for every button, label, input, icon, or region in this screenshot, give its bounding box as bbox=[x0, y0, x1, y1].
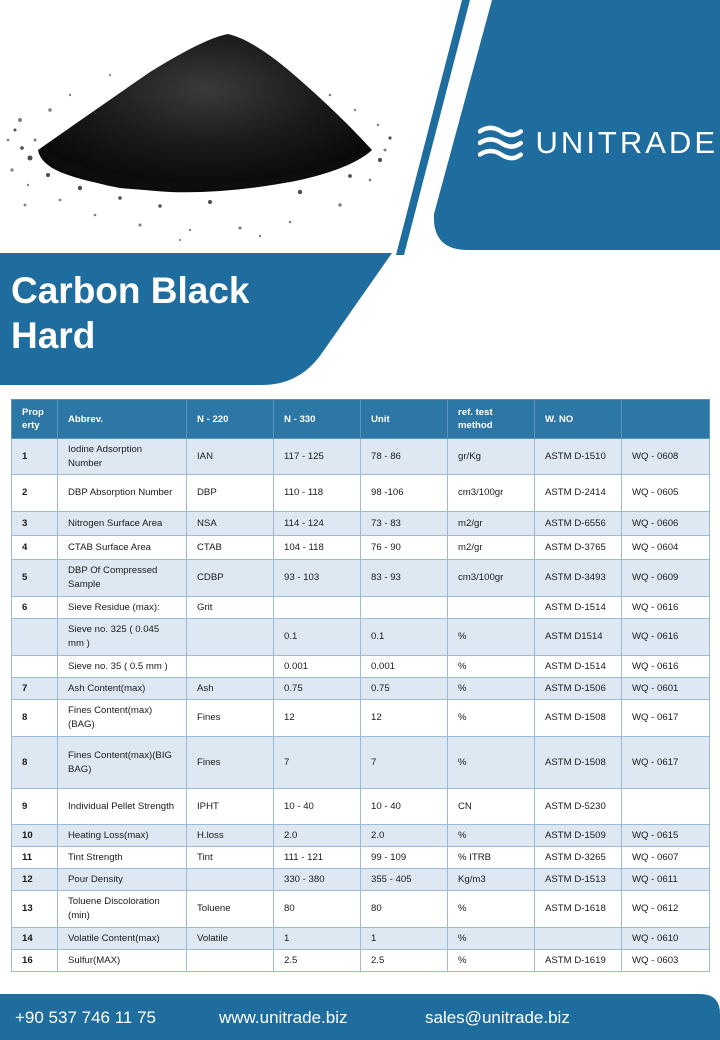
table-cell: 98 -106 bbox=[361, 475, 448, 512]
table-cell: 93 - 103 bbox=[274, 560, 361, 597]
table-cell: 12 bbox=[274, 700, 361, 737]
table-cell: % bbox=[448, 825, 535, 847]
table-cell: ASTM D-5230 bbox=[535, 789, 622, 825]
table-cell: WQ - 0609 bbox=[622, 560, 710, 597]
table-cell: Sulfur(MAX) bbox=[58, 950, 187, 972]
table-cell: ASTM D-1509 bbox=[535, 825, 622, 847]
table-cell: % bbox=[448, 891, 535, 928]
table-cell: IAN bbox=[187, 439, 274, 475]
table-row bbox=[12, 950, 710, 972]
table-cell: ASTM D-2414 bbox=[535, 475, 622, 512]
table-cell: WQ - 0605 bbox=[622, 475, 710, 512]
table-cell: WQ - 0616 bbox=[622, 597, 710, 619]
table-row bbox=[12, 560, 710, 597]
table-cell: % bbox=[448, 950, 535, 972]
table-cell: Toluene bbox=[187, 891, 274, 928]
table-cell: 80 bbox=[274, 891, 361, 928]
table-cell: 1 bbox=[274, 928, 361, 950]
table-cell: % bbox=[448, 700, 535, 737]
table-cell: WQ - 0604 bbox=[622, 536, 710, 560]
table-cell: ASTM D-1618 bbox=[535, 891, 622, 928]
table-cell: ASTM D-1513 bbox=[535, 869, 622, 891]
table-cell: WQ - 0615 bbox=[622, 825, 710, 847]
column-header: Unit bbox=[361, 400, 448, 439]
table-cell: 9 bbox=[12, 789, 58, 825]
table-cell: Tint Strength bbox=[58, 847, 187, 869]
table-cell: 7 bbox=[12, 678, 58, 700]
table-cell: Fines bbox=[187, 737, 274, 789]
column-header: N - 330 bbox=[274, 400, 361, 439]
table-cell bbox=[187, 619, 274, 656]
table-cell: WQ - 0612 bbox=[622, 891, 710, 928]
table-cell: Sieve Residue (max): bbox=[58, 597, 187, 619]
table-cell: DBP bbox=[187, 475, 274, 512]
table-cell: 16 bbox=[12, 950, 58, 972]
table-cell: % bbox=[448, 737, 535, 789]
footer-email[interactable]: sales@unitrade.biz bbox=[425, 1008, 570, 1027]
table-row bbox=[12, 512, 710, 536]
table-cell: 2.0 bbox=[274, 825, 361, 847]
table-cell: gr/Kg bbox=[448, 439, 535, 475]
table-cell: Sieve no. 35 ( 0.5 mm ) bbox=[58, 656, 187, 678]
wave-logo-icon bbox=[478, 122, 523, 164]
table-cell bbox=[622, 789, 710, 825]
table-cell: 10 - 40 bbox=[361, 789, 448, 825]
carbon-black-powder-image bbox=[7, 34, 392, 241]
table-cell: 2.5 bbox=[361, 950, 448, 972]
table-cell bbox=[361, 597, 448, 619]
column-header bbox=[622, 400, 710, 439]
table-cell: ASTM D-1508 bbox=[535, 737, 622, 789]
table-cell: 104 - 118 bbox=[274, 536, 361, 560]
table-cell: Ash bbox=[187, 678, 274, 700]
table-cell bbox=[187, 869, 274, 891]
table-cell: m2/gr bbox=[448, 536, 535, 560]
table-cell: Toluene Discoloration (min) bbox=[58, 891, 187, 928]
table-cell: 6 bbox=[12, 597, 58, 619]
table-cell bbox=[535, 928, 622, 950]
table-cell bbox=[187, 950, 274, 972]
table-cell: 0.75 bbox=[274, 678, 361, 700]
table-cell: m2/gr bbox=[448, 512, 535, 536]
table-cell: Sieve no. 325 ( 0.045 mm ) bbox=[58, 619, 187, 656]
table-cell: Individual Pellet Strength bbox=[58, 789, 187, 825]
table-cell: 8 bbox=[12, 737, 58, 789]
table-cell: Fines bbox=[187, 700, 274, 737]
table-cell: 3 bbox=[12, 512, 58, 536]
table-cell bbox=[187, 656, 274, 678]
table-cell: WQ - 0607 bbox=[622, 847, 710, 869]
table-cell: 114 - 124 bbox=[274, 512, 361, 536]
table-cell: 1 bbox=[12, 439, 58, 475]
table-cell: 0.75 bbox=[361, 678, 448, 700]
table-cell: % bbox=[448, 928, 535, 950]
table-cell: 14 bbox=[12, 928, 58, 950]
table-cell: Fines Content(max) (BAG) bbox=[58, 700, 187, 737]
table-cell: % bbox=[448, 678, 535, 700]
column-header: W. NO bbox=[535, 400, 622, 439]
table-cell: 355 - 405 bbox=[361, 869, 448, 891]
table-cell: ASTM D-3765 bbox=[535, 536, 622, 560]
table-cell: ASTM D-3265 bbox=[535, 847, 622, 869]
table-cell: 7 bbox=[274, 737, 361, 789]
table-cell: 2.0 bbox=[361, 825, 448, 847]
table-cell: % bbox=[448, 619, 535, 656]
footer-phone[interactable]: +90 537 746 11 75 bbox=[15, 1008, 157, 1027]
table-cell: Pour Density bbox=[58, 869, 187, 891]
table-cell: 0.1 bbox=[274, 619, 361, 656]
table-cell: Heating Loss(max) bbox=[58, 825, 187, 847]
column-header: Prop erty bbox=[12, 400, 58, 439]
title-line-1: Carbon Black bbox=[11, 270, 250, 311]
table-cell: WQ - 0611 bbox=[622, 869, 710, 891]
table-cell: H.loss bbox=[187, 825, 274, 847]
table-cell: CTAB bbox=[187, 536, 274, 560]
table-cell: DBP Of Compressed Sample bbox=[58, 560, 187, 597]
unitrade-logo bbox=[478, 120, 718, 166]
table-cell: 2.5 bbox=[274, 950, 361, 972]
table-row bbox=[12, 847, 710, 869]
table-cell: ASTM D-1514 bbox=[535, 597, 622, 619]
column-header: ref. test method bbox=[448, 400, 535, 439]
table-cell: ASTM D-1514 bbox=[535, 656, 622, 678]
table-cell: 330 - 380 bbox=[274, 869, 361, 891]
specification-table bbox=[11, 399, 710, 972]
brand-name: UNITRADE bbox=[535, 125, 718, 160]
table-row bbox=[12, 536, 710, 560]
table-cell bbox=[274, 597, 361, 619]
title-line-2: Hard bbox=[11, 315, 96, 356]
table-cell: 78 - 86 bbox=[361, 439, 448, 475]
table-cell: 10 bbox=[12, 825, 58, 847]
table-cell: Tint bbox=[187, 847, 274, 869]
table-header-row bbox=[12, 400, 710, 439]
table-cell: ASTM D1514 bbox=[535, 619, 622, 656]
table-cell: 4 bbox=[12, 536, 58, 560]
table-cell: WQ - 0610 bbox=[622, 928, 710, 950]
table-cell: 0.001 bbox=[274, 656, 361, 678]
table-cell: WQ - 0603 bbox=[622, 950, 710, 972]
table-cell: 1 bbox=[361, 928, 448, 950]
table-cell: WQ - 0617 bbox=[622, 737, 710, 789]
table-cell: CTAB Surface Area bbox=[58, 536, 187, 560]
table-cell: ASTM D-1510 bbox=[535, 439, 622, 475]
table-cell: WQ - 0616 bbox=[622, 619, 710, 656]
footer-website[interactable]: www.unitrade.biz bbox=[219, 1008, 348, 1027]
table-cell: Grit bbox=[187, 597, 274, 619]
table-cell: 80 bbox=[361, 891, 448, 928]
column-header: N - 220 bbox=[187, 400, 274, 439]
table-cell: CDBP bbox=[187, 560, 274, 597]
table-cell: 11 bbox=[12, 847, 58, 869]
table-cell: ASTM D-1508 bbox=[535, 700, 622, 737]
table-cell: 73 - 83 bbox=[361, 512, 448, 536]
table-cell: cm3/100gr bbox=[448, 475, 535, 512]
table-cell: % bbox=[448, 656, 535, 678]
table-row bbox=[12, 619, 710, 656]
table-row bbox=[12, 700, 710, 737]
table-cell: 7 bbox=[361, 737, 448, 789]
table-cell: Ash Content(max) bbox=[58, 678, 187, 700]
column-header: Abbrev. bbox=[58, 400, 187, 439]
table-cell: 12 bbox=[12, 869, 58, 891]
table-cell: Kg/m3 bbox=[448, 869, 535, 891]
table-cell bbox=[12, 619, 58, 656]
table-cell: cm3/100gr bbox=[448, 560, 535, 597]
table-row bbox=[12, 475, 710, 512]
table-cell: 2 bbox=[12, 475, 58, 512]
table-cell: 12 bbox=[361, 700, 448, 737]
table-cell: 99 - 109 bbox=[361, 847, 448, 869]
table-cell: 117 - 125 bbox=[274, 439, 361, 475]
table-cell: 5 bbox=[12, 560, 58, 597]
table-cell: ASTM D-6556 bbox=[535, 512, 622, 536]
table-row bbox=[12, 789, 710, 825]
table-cell: 110 - 118 bbox=[274, 475, 361, 512]
table-cell: WQ - 0606 bbox=[622, 512, 710, 536]
table-row bbox=[12, 439, 710, 475]
table-cell: CN bbox=[448, 789, 535, 825]
table-cell: Fines Content(max)(BIG BAG) bbox=[58, 737, 187, 789]
table-cell: 0.1 bbox=[361, 619, 448, 656]
table-row bbox=[12, 678, 710, 700]
table-row bbox=[12, 597, 710, 619]
table-cell: 8 bbox=[12, 700, 58, 737]
table-cell: IPHT bbox=[187, 789, 274, 825]
table-cell bbox=[12, 656, 58, 678]
table-row bbox=[12, 891, 710, 928]
table-cell: 13 bbox=[12, 891, 58, 928]
table-row bbox=[12, 869, 710, 891]
table-cell: Volatile Content(max) bbox=[58, 928, 187, 950]
table-cell: % ITRB bbox=[448, 847, 535, 869]
product-title bbox=[11, 268, 250, 358]
table-row bbox=[12, 737, 710, 789]
table-cell: DBP Absorption Number bbox=[58, 475, 187, 512]
table-cell: NSA bbox=[187, 512, 274, 536]
table-cell: ASTM D-3493 bbox=[535, 560, 622, 597]
table-row bbox=[12, 825, 710, 847]
table-cell: 76 - 90 bbox=[361, 536, 448, 560]
table-cell: 83 - 93 bbox=[361, 560, 448, 597]
table-cell: ASTM D-1619 bbox=[535, 950, 622, 972]
table-cell: WQ - 0608 bbox=[622, 439, 710, 475]
footer-contact bbox=[0, 1003, 720, 1040]
table-cell: WQ - 0616 bbox=[622, 656, 710, 678]
table-row bbox=[12, 928, 710, 950]
table-cell: 0.001 bbox=[361, 656, 448, 678]
table-cell: Iodine Adsorption Number bbox=[58, 439, 187, 475]
table-cell: WQ - 0601 bbox=[622, 678, 710, 700]
table-cell: 111 - 121 bbox=[274, 847, 361, 869]
table-cell: Volatile bbox=[187, 928, 274, 950]
table-cell: 10 - 40 bbox=[274, 789, 361, 825]
table-row bbox=[12, 656, 710, 678]
table-cell: WQ - 0617 bbox=[622, 700, 710, 737]
table-cell: Nitrogen Surface Area bbox=[58, 512, 187, 536]
table-body bbox=[12, 439, 710, 972]
table-cell: ASTM D-1506 bbox=[535, 678, 622, 700]
table-cell bbox=[448, 597, 535, 619]
